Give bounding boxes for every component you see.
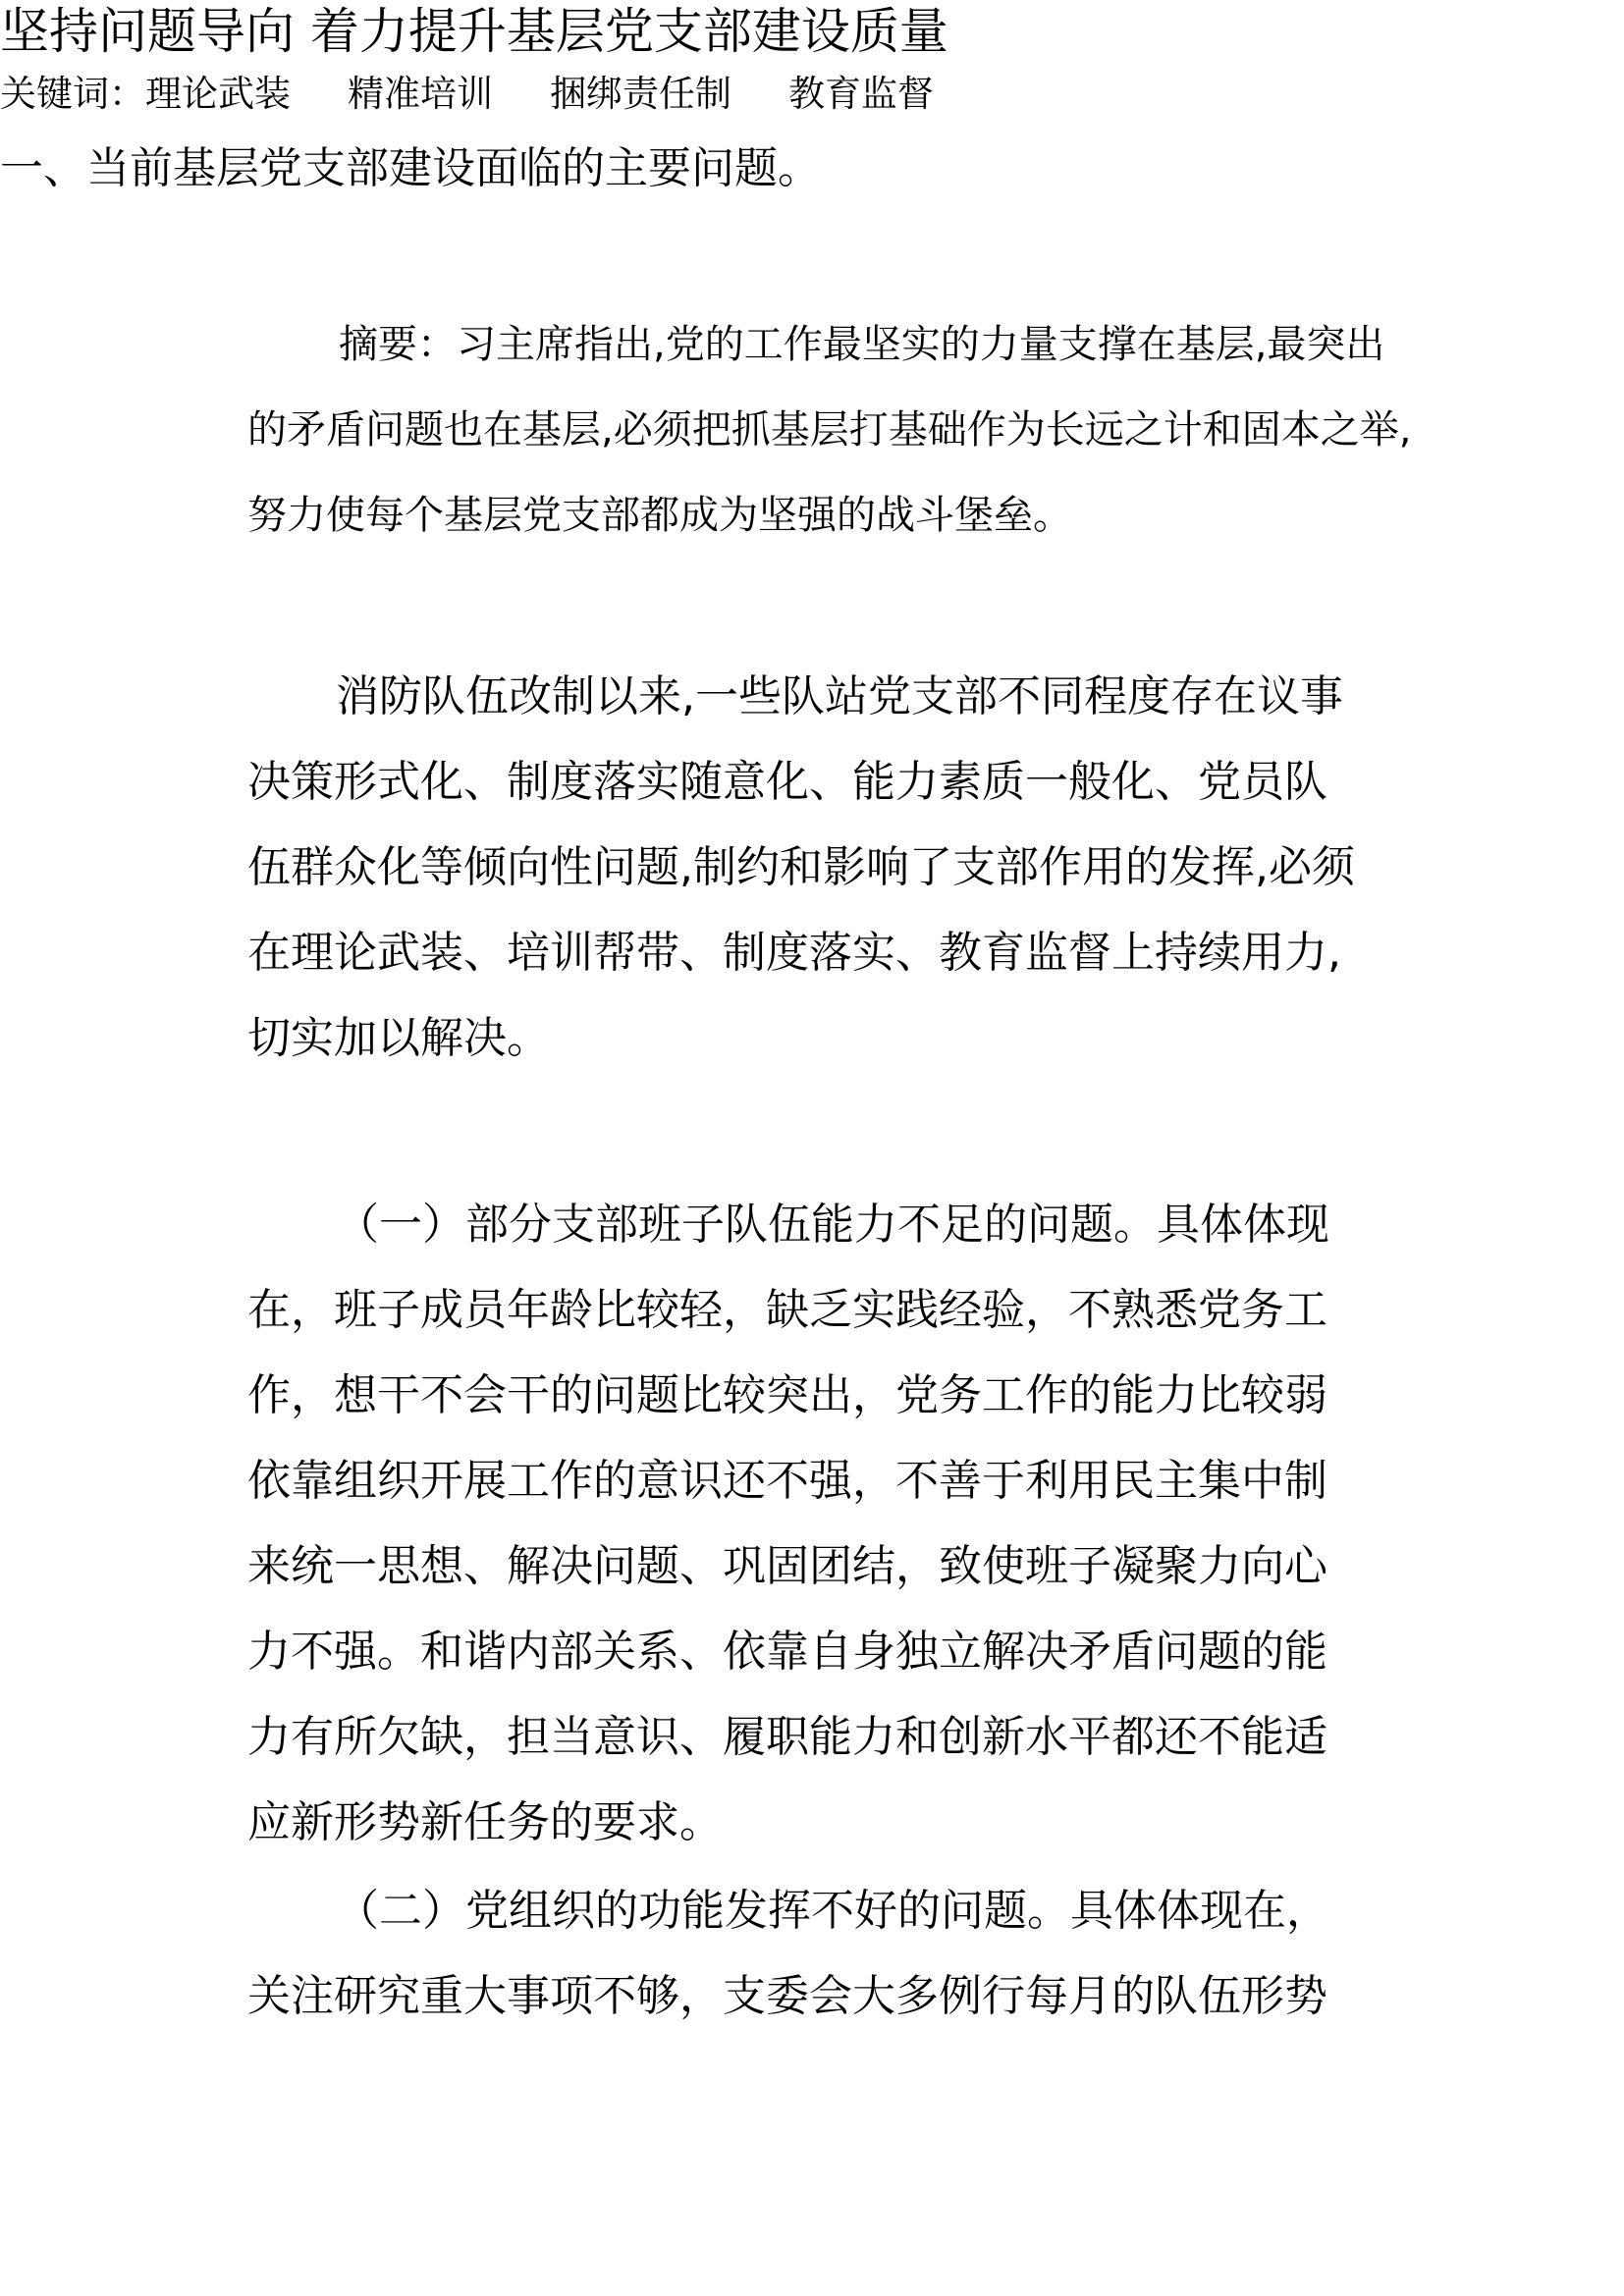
paragraph-line: 应新形势新任务的要求。 <box>247 1797 723 1847</box>
paragraph-line: 作，想干不会干的问题比较突出，党务工作的能力比较弱 <box>247 1370 1327 1420</box>
keywords-line <box>0 63 1624 126</box>
paragraph-line: 决策形式化、制度落实随意化、能力素质一般化、党员队 <box>247 757 1327 807</box>
keyword: 教育监督 <box>788 73 934 115</box>
abstract-paragraph <box>247 302 1412 559</box>
abstract-line: 的矛盾问题也在基层,必须把抓基层打基础作为长远之计和固本之举, <box>247 407 1412 453</box>
paragraph-line: 在，班子成员年龄比较轻，缺乏实践经验，不熟悉党务工 <box>247 1285 1327 1335</box>
keyword: 捆绑责任制 <box>550 73 731 115</box>
subsection-2-paragraph <box>247 1868 1406 2039</box>
keywords-label: 关键词： <box>0 73 145 115</box>
paragraph-line: 依靠组织开展工作的意识还不强，不善于利用民主集中制 <box>247 1456 1327 1506</box>
subsection-1-paragraph <box>247 1182 1406 1865</box>
abstract-line: 努力使每个基层党支部都成为坚强的战斗堡垒。 <box>247 493 1072 538</box>
paragraph-line: 切实加以解决。 <box>247 1013 550 1063</box>
paragraph-line: （一）部分支部班子队伍能力不足的问题。具体体现 <box>336 1200 1329 1250</box>
intro-paragraph <box>247 654 1406 1081</box>
document-title: 坚持问题导向 着力提升基层党支部建设质量 <box>0 3 948 60</box>
keyword: 理论武装 <box>145 73 291 115</box>
paragraph-line: 关注研究重大事项不够，支委会大多例行每月的队伍形势 <box>247 1971 1327 2021</box>
paragraph-line: 消防队伍改制以来,一些队站党支部不同程度存在议事 <box>336 671 1343 721</box>
keyword: 精准培训 <box>348 73 493 115</box>
paragraph-line: 力不强。和谐内部关系、依靠自身独立解决矛盾问题的能 <box>247 1627 1327 1677</box>
paragraph-line: 来统一思想、解决问题、巩固团结，致使班子凝聚力向心 <box>247 1541 1327 1591</box>
paragraph-line: （二）党组织的功能发挥不好的问题。具体体现在， <box>336 1886 1329 1936</box>
paragraph-line: 在理论武装、培训帮带、制度落实、教育监督上持续用力, <box>247 928 1341 978</box>
section-heading: 一、当前基层党支部建设面临的主要问题。 <box>0 143 821 193</box>
abstract-line: 摘要：习主席指出,党的工作最坚实的力量支撑在基层,最突出 <box>339 322 1385 367</box>
paragraph-line: 力有所欠缺，担当意识、履职能力和创新水平都还不能适 <box>247 1712 1327 1762</box>
paragraph-line: 伍群众化等倾向性问题,制约和影响了支部作用的发挥,必须 <box>247 842 1355 892</box>
